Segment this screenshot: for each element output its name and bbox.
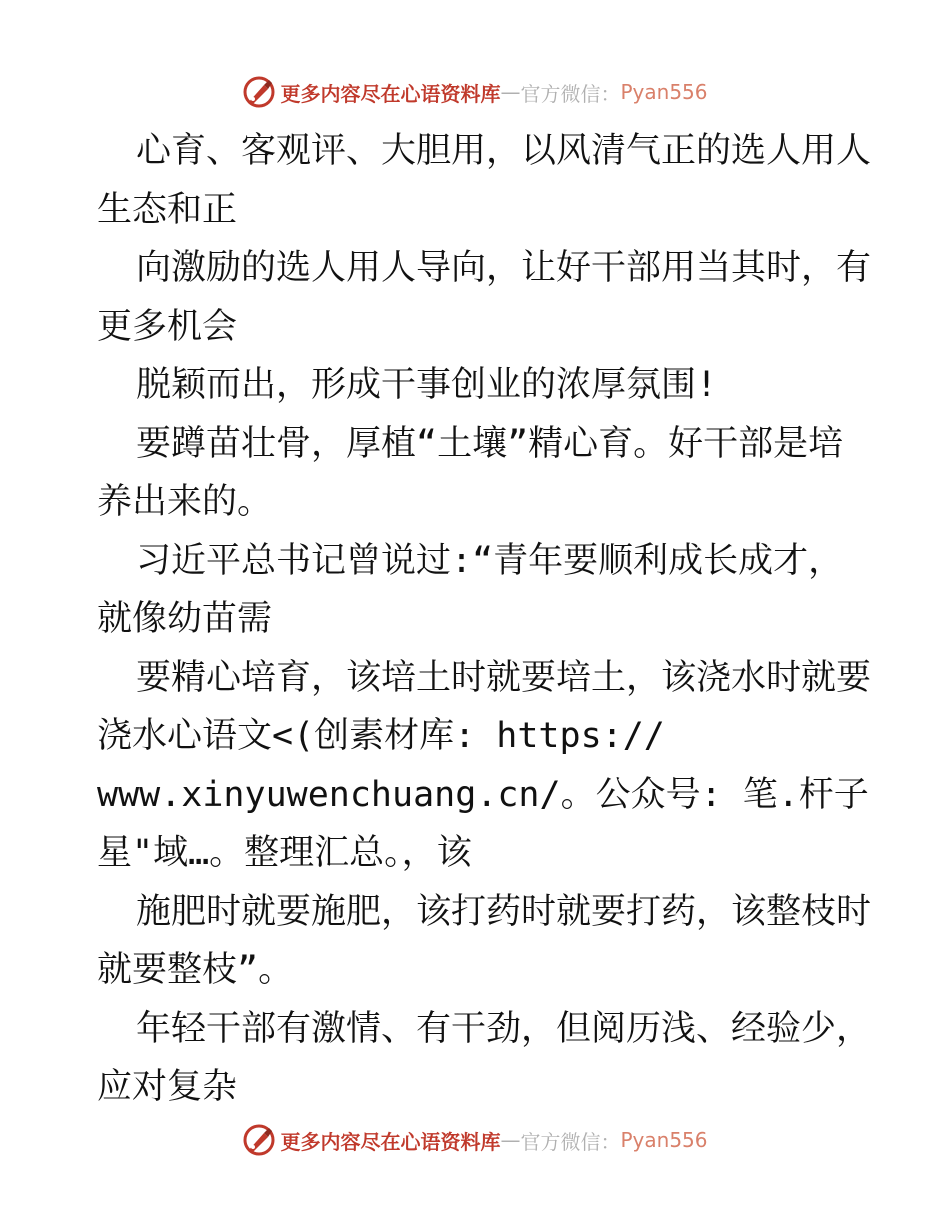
text-line: 浇水心语文<(创素材库: https:// (97, 716, 665, 756)
text-line: 习近平总书记曾说过:“青年要顺利成长成才， (136, 540, 844, 581)
footer-banner (0, 1120, 950, 1160)
banner-wechat-label: 官方微信： (520, 81, 621, 106)
text-line: 就像幼苗需 (97, 599, 273, 639)
text-line: www.xinyuwenchuang.cn/。公众号: 笔.杆子 (97, 774, 869, 815)
banner-separator: — (500, 80, 521, 104)
pen-logo-icon (242, 1123, 276, 1157)
text-line: 要蹲苗壮骨，厚植“土壤”精心育。好干部是培 (136, 423, 844, 464)
text-line: 就要整枝”。 (97, 950, 294, 990)
banner-wechat-id: Pyan556 (620, 1128, 708, 1152)
text-line: 向激励的选人用人导向，让好干部用当其时，有 (136, 248, 872, 288)
banner-wechat-id: Pyan556 (620, 80, 708, 104)
header-banner (0, 72, 950, 112)
text-line: 要精心培育，该培土时就要培土，该浇水时就要 (136, 657, 872, 698)
text-line: 心育、客观评、大胆用，以风清气正的选人用人 (136, 131, 872, 171)
document-body (97, 122, 872, 1117)
pen-logo-icon (242, 75, 276, 109)
text-line: 应对复杂 (97, 1067, 238, 1107)
text-line: 更多机会 (97, 306, 238, 347)
text-line: 年轻干部有激情、有干劲，但阅历浅、经验少， (136, 1008, 872, 1049)
text-line: 脱颖而出，形成干事创业的浓厚氛围! (136, 365, 718, 405)
text-line: 星"域…。整理汇总。，该 (97, 833, 472, 873)
text-line: 施肥时就要施肥，该打药时就要打药，该整枝时 (136, 891, 872, 932)
banner-wechat-label: 官方微信： (520, 1129, 621, 1154)
banner-title: 更多内容尽在心语资料库 (280, 1129, 501, 1154)
banner-title: 更多内容尽在心语资料库 (280, 81, 501, 106)
text-line: 养出来的。 (97, 482, 273, 522)
text-line: 生态和正 (97, 189, 238, 230)
banner-separator: — (500, 1128, 521, 1152)
